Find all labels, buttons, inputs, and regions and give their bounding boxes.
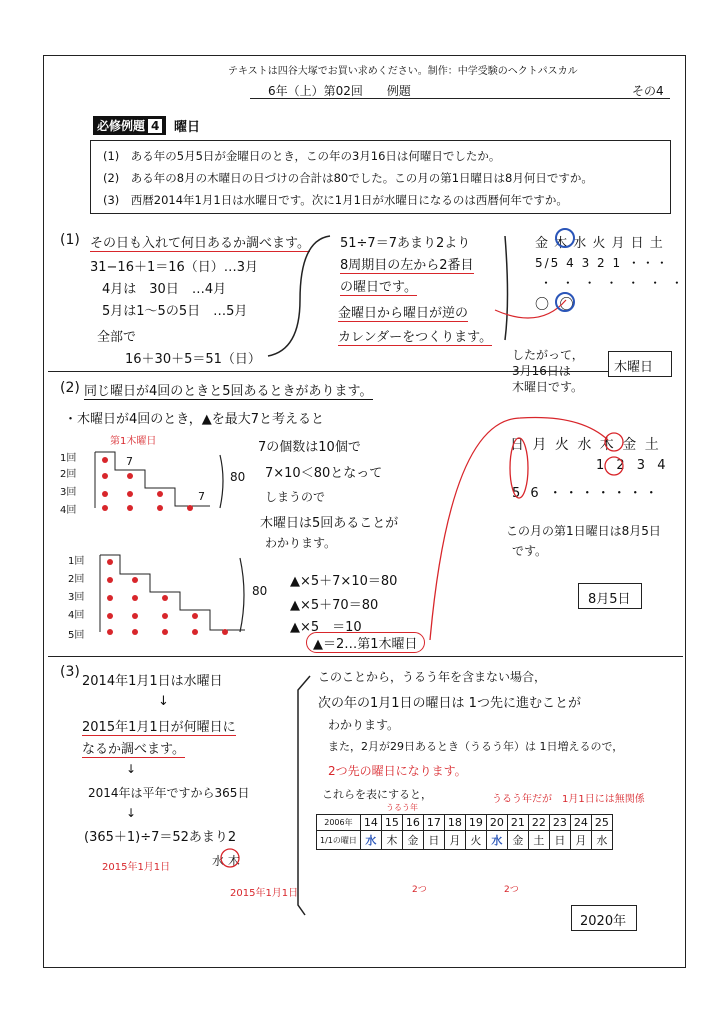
part1-answer: 木曜日 xyxy=(614,360,654,375)
day-cell: 月 xyxy=(570,831,591,850)
year-cell: 22 xyxy=(528,815,549,831)
p2-cal-row1: 1 2 3 4 xyxy=(596,458,670,473)
part1-line-6: 16＋30＋5＝51（日） xyxy=(125,352,261,367)
part2-case4: ・木曜日が4回のとき，▲を最大7と考えると xyxy=(64,412,325,427)
p2-explain-1: 7の個数は10個で xyxy=(258,440,361,455)
p3-line-5: (365＋1)÷7＝52あまり2 xyxy=(84,830,237,845)
part1-concl-3: 木曜日です。 xyxy=(512,380,584,394)
p3-note-red-2: 2015年1月1日 xyxy=(230,888,299,899)
part1-mid-5: カレンダーをつくります。 xyxy=(338,330,493,345)
part1-cal-header: 金 木 水 火 月 日 土 xyxy=(535,236,664,251)
day-cell: 土 xyxy=(528,831,549,850)
day-cell: 日 xyxy=(549,831,570,850)
part1-concl-2: 3月16日は xyxy=(512,364,571,378)
part3-answer: 2020年 xyxy=(580,914,627,929)
day-cell: 金 xyxy=(507,831,528,850)
p2-row4-4: 4回 xyxy=(60,505,77,516)
part1-mid-2: 8周期目の左から2番目 xyxy=(340,258,474,273)
day-cell: 水 xyxy=(360,831,381,850)
day-cell: 日 xyxy=(423,831,444,850)
part1-cal-row1: 5/5 4 3 2 1 ・・・ xyxy=(535,256,670,270)
p2-row5-5: 5回 xyxy=(68,630,85,641)
p3-line-2: 2015年1月1日が何曜日に xyxy=(82,720,236,735)
part1-mid-4: 金曜日から曜日が逆の xyxy=(338,306,469,321)
part1-concl-1: したがって， xyxy=(512,348,584,362)
part1-line-2: 31−16＋1＝16（日）…3月 xyxy=(90,260,259,275)
part2-answer: 8月5日 xyxy=(588,592,631,607)
p2-total-4: 80 xyxy=(230,470,246,484)
p3-skip-label-a: 2つ xyxy=(412,885,427,895)
p2-row4-3: 3回 xyxy=(60,487,77,498)
p3-right-4: また，2月が29日あるとき（うるう年）は 1日増えるので， xyxy=(328,740,624,753)
part1-label: (1) xyxy=(60,232,80,248)
p2-staircase-4 xyxy=(95,452,210,508)
p3-note-red-1: 2015年1月1日 xyxy=(102,862,171,873)
p2-row4-2: 2回 xyxy=(60,469,77,480)
year-cell: 19 xyxy=(465,815,486,831)
p2-red-arrow xyxy=(430,417,608,640)
p2-explain-3: しまうので xyxy=(265,490,326,504)
p2-eq-4: ▲＝2…第1木曜日 xyxy=(306,632,425,653)
part3-label: (3) xyxy=(60,664,80,680)
year-cell: 21 xyxy=(507,815,528,831)
problem-2: (2) ある年の8月の木曜日の日づけの合計は80でした。この月の第1日曜日は8月何日ですか。 xyxy=(103,171,593,185)
p3-right-6: これらを表にすると， xyxy=(322,788,432,801)
part1-line-4: 5月は1〜5の5日 …5月 xyxy=(102,304,248,319)
p3-leap-note: うるう年 xyxy=(386,803,418,812)
part1-mid-3: の曜日です。 xyxy=(340,280,417,295)
p2-cal-header: 日 月 火 水 木 金 土 xyxy=(510,437,661,453)
year-cell: 25 xyxy=(591,815,612,831)
p2-row5-1: 1回 xyxy=(68,556,85,567)
p2-row5-3: 3回 xyxy=(68,592,85,603)
p3-right-3: わかります。 xyxy=(328,718,400,732)
part1-curve xyxy=(268,236,330,356)
day-cell: 月 xyxy=(444,831,465,850)
p2-explain-2: 7×10＜80となって xyxy=(265,466,383,481)
day-cell: 金 xyxy=(402,831,423,850)
problem-3: (3) 西暦2014年1月1日は水曜日です。次に1月1日が水曜日になるのは西暦何年ですか。 xyxy=(103,193,568,207)
p2-row4-1: 1回 xyxy=(60,453,77,464)
part1-mid-1: 51÷7＝7あまり2より xyxy=(340,236,471,251)
part1-line-5: 全部で xyxy=(97,330,137,345)
p2-sunday-oval xyxy=(510,438,528,498)
year-cell: 20 xyxy=(486,815,507,831)
part2-label: (2) xyxy=(60,380,80,396)
year-cell: 14 xyxy=(360,815,381,831)
p2-concl-1: この月の第1日曜日は8月5日 xyxy=(506,524,661,538)
course-title: 6年（上）第02回 例題 xyxy=(268,84,411,98)
header-notice: テキストは四谷大塚でお買い求めください。制作：中学受験のヘクトパスカル xyxy=(228,66,578,77)
p2-staircase-5 xyxy=(100,555,245,632)
problem-1: (1) ある年の5月5日が金曜日のとき，この年の3月16日は何曜日でしたか。 xyxy=(103,149,501,163)
year-cell: 17 xyxy=(423,815,444,831)
topic-title: 曜日 xyxy=(174,120,201,135)
p3-skip-label-b: 2つ xyxy=(504,885,519,895)
p2-total-5: 80 xyxy=(252,584,268,598)
page-label: その4 xyxy=(632,84,664,98)
part2-first-thu: 第1木曜日 xyxy=(110,436,157,447)
part1-blue-circle-a xyxy=(556,229,574,247)
part1-line-3: 4月は 30日 …4月 xyxy=(102,282,227,297)
part1-line-1: その日も入れて何日あるか調べます。 xyxy=(90,236,310,251)
p3-right-2: 次の年の1月1日の曜日は 1つ先に進むことが xyxy=(318,696,581,711)
year-cell: 18 xyxy=(444,815,465,831)
year-cell: 15 xyxy=(381,815,402,831)
p2-eq-3: ▲×5 ＝10 xyxy=(290,620,362,635)
year-cell: 23 xyxy=(549,815,570,831)
year-cell: 2006年 xyxy=(317,815,361,831)
p3-leap-note2: うるう年だが 1月1日には無関係 xyxy=(492,794,645,805)
p3-right-5: 2つ先の曜日になります。 xyxy=(328,764,467,778)
p2-eq-2: ▲×5＋70＝80 xyxy=(290,598,379,613)
p3-arrow-1: ↓ xyxy=(158,694,169,709)
example-badge: 必修例題 4 xyxy=(93,116,166,135)
p2-concl-2: です。 xyxy=(512,544,548,558)
p3-line-3: なるか調べます。 xyxy=(82,742,185,757)
part2-intro: 同じ曜日が4回のときと5回あるときがあります。 xyxy=(84,384,373,399)
year-cell: 16 xyxy=(402,815,423,831)
p3-arrow-3: ↓ xyxy=(126,806,137,820)
day-cell: 水 xyxy=(591,831,612,850)
p3-bracket xyxy=(298,676,310,915)
p3-right-1: このことから，うるう年を含まない場合， xyxy=(318,670,547,684)
part1-cal-row3: 〇 〇 xyxy=(535,297,577,313)
day-cell: 水 xyxy=(486,831,507,850)
day-cell: 1/1の曜日 xyxy=(317,831,361,850)
p2-seven-b: 7 xyxy=(198,490,205,503)
day-cell: 木 xyxy=(381,831,402,850)
p2-seven-a: 7 xyxy=(126,455,133,468)
p2-explain-5: わかります。 xyxy=(265,536,337,550)
p3-arrow-2: ↓ xyxy=(126,762,137,776)
year-cell: 24 xyxy=(570,815,591,831)
p3-days: 水 木 xyxy=(212,854,240,868)
p3-line-4: 2014年は平年ですから365日 xyxy=(88,786,250,800)
p2-row5-4: 4回 xyxy=(68,610,85,621)
p2-cal-row2: 5 6 ・・・・・・・ xyxy=(512,486,661,501)
day-cell: 火 xyxy=(465,831,486,850)
p2-row5-2: 2回 xyxy=(68,574,85,585)
p2-explain-4: 木曜日は5回あることが xyxy=(260,516,399,531)
p2-dots-4 xyxy=(102,457,193,511)
part1-cal-row2: ・ ・ ・ ・ ・ ・ ・ xyxy=(540,276,686,290)
p2-eq-1: ▲×5＋7×10＝80 xyxy=(290,574,398,589)
part1-bracket xyxy=(505,236,508,340)
p3-line-1: 2014年1月1日は水曜日 xyxy=(82,674,223,689)
